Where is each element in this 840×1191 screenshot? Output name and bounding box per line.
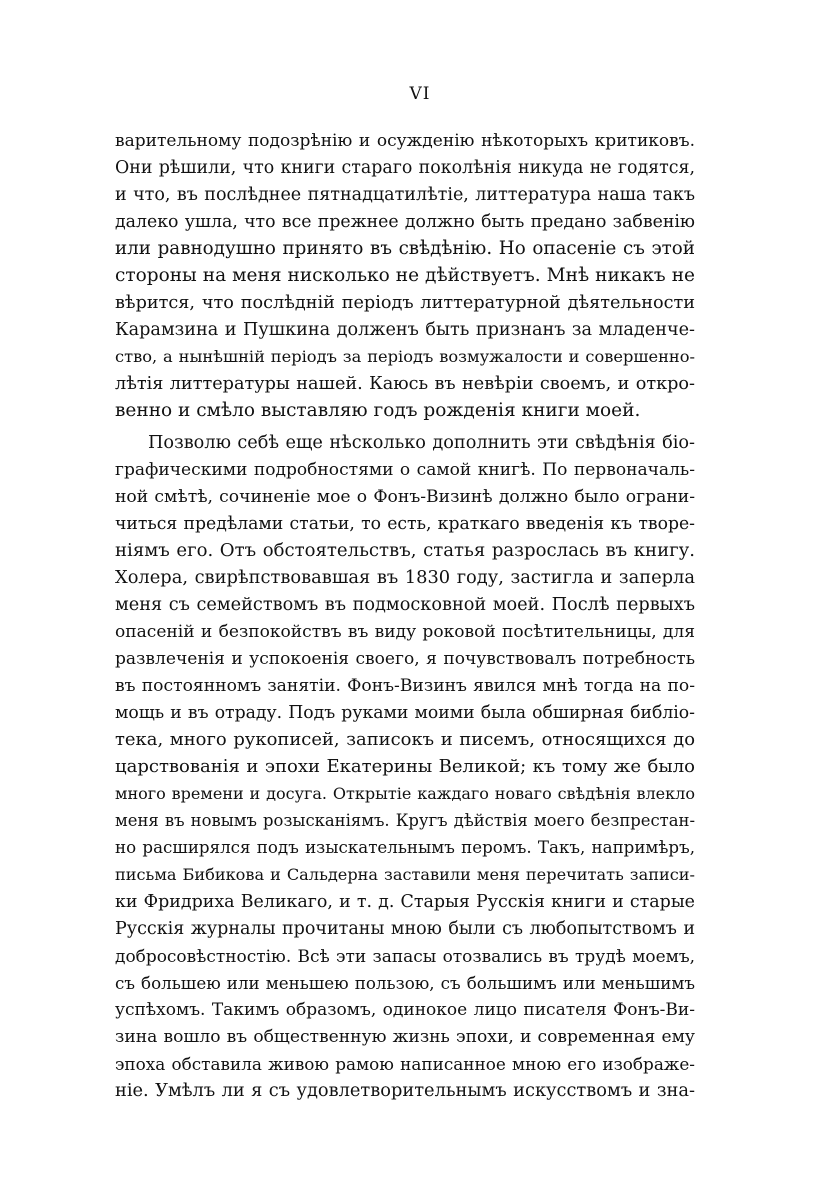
text-line: ніямъ его. Отъ обстоятельствъ, статья разрослась въ книгу.	[115, 540, 695, 561]
text-line: читься предѣлами статьи, то есть, краткаго введенія къ творе-	[115, 514, 695, 534]
text-line: Холера, свирѣпствовавшая въ 1830 году, застигла и заперла	[115, 567, 695, 588]
text-line: мощь и въ отраду. Подъ руками моими была обширная библіо-	[115, 703, 695, 723]
text-line: ніе. Умѣлъ ли я съ удовлетворительнымъ искусствомъ и зна-	[115, 1080, 695, 1101]
text-line: Карамзина и Пушкина долженъ быть признанъ за младенче-	[115, 320, 695, 340]
text-line: развлеченія и успокоенія своего, я почувствовалъ потребность	[115, 649, 695, 669]
text-line: венно и смѣло выставляю годъ рожденія книги моей.	[115, 400, 641, 421]
text-line: ки Фридриха Великаго, и т. д. Старыя Русскія книги и старые	[115, 892, 695, 912]
text-line: добросовѣстностію. Всѣ эти запасы отозвались въ трудѣ моемъ,	[115, 946, 695, 966]
text-line: Русскія журналы прочитаны мною были съ любопытствомъ и	[115, 919, 695, 939]
text-line: Позволю себѣ еще нѣсколько дополнить эти свѣдѣнія біо-	[148, 433, 695, 453]
text-line: тека, много рукописей, записокъ и писемъ, относящихся до	[115, 729, 695, 750]
text-line: меня въ новымъ розысканіямъ. Кругъ дѣйствія моего безпрестан-	[115, 811, 695, 830]
text-line: и что, въ послѣднее пятнадцатилѣтіе, литтература наша такъ	[115, 185, 695, 205]
text-line: опасеній и безпокойствъ въ виду роковой посѣтительницы, для	[115, 622, 695, 642]
text-line: Они рѣшили, что книги стараго поколѣнія никуда не годятся,	[115, 158, 695, 178]
text-line: но расширялся подъ изыскательнымъ перомъ. Такъ, напримѣръ,	[115, 838, 695, 857]
text-line: ной смѣтѣ, сочиненіе мое о Фонъ-Визинѣ должно было ограни-	[115, 487, 695, 507]
text-line: зина вошло въ общественную жизнь эпохи, и современная ему	[115, 1027, 695, 1047]
text-line: съ большею или меньшею пользою, съ большимъ или меньшимъ	[115, 973, 695, 993]
text-line: далеко ушла, что все прежнее должно быть предано забвенію	[115, 212, 695, 232]
text-line: вѣрится, что послѣдній періодъ литтературной дѣятельности	[115, 293, 695, 313]
text-line: или равнодушно принято въ свѣдѣнію. Но опасеніе съ этой	[115, 238, 695, 259]
text-line: меня съ семействомъ въ подмосковной моей. Послѣ первыхъ	[115, 595, 695, 615]
text-line: въ постоянномъ занятіи. Фонъ-Визинъ явился мнѣ тогда на по-	[115, 676, 695, 696]
text-line: ство, а нынѣшній періодъ за періодъ возмужалости и совершенно-	[115, 347, 695, 366]
page-number: VI	[409, 84, 431, 104]
text-line: письма Бибикова и Сальдерна заставили меня перечитать записи-	[115, 865, 695, 884]
text-line: лѣтія литтературы нашей. Каюсь въ невѣріи своемъ, и откро-	[115, 374, 695, 394]
text-line: стороны на меня нисколько не дѣйствуетъ. Мнѣ никакъ не	[115, 265, 695, 286]
text-line: графическими подробностями о самой книгѣ. По первоначаль-	[115, 460, 695, 480]
text-line: эпоха обставила живою рамою написанное мною его изображе-	[115, 1054, 695, 1074]
text-line: успѣхомъ. Такимъ образомъ, одинокое лицо писателя Фонъ-Ви-	[115, 1000, 695, 1020]
text-line: царствованія и эпохи Екатерины Великой; къ тому же было	[115, 756, 695, 777]
text-line: много времени и досуга. Открытіе каждаго новаго свѣдѣнія влекло	[115, 784, 695, 803]
text-line: варительному подозрѣнію и осужденію нѣкоторыхъ критиковъ.	[115, 131, 695, 151]
